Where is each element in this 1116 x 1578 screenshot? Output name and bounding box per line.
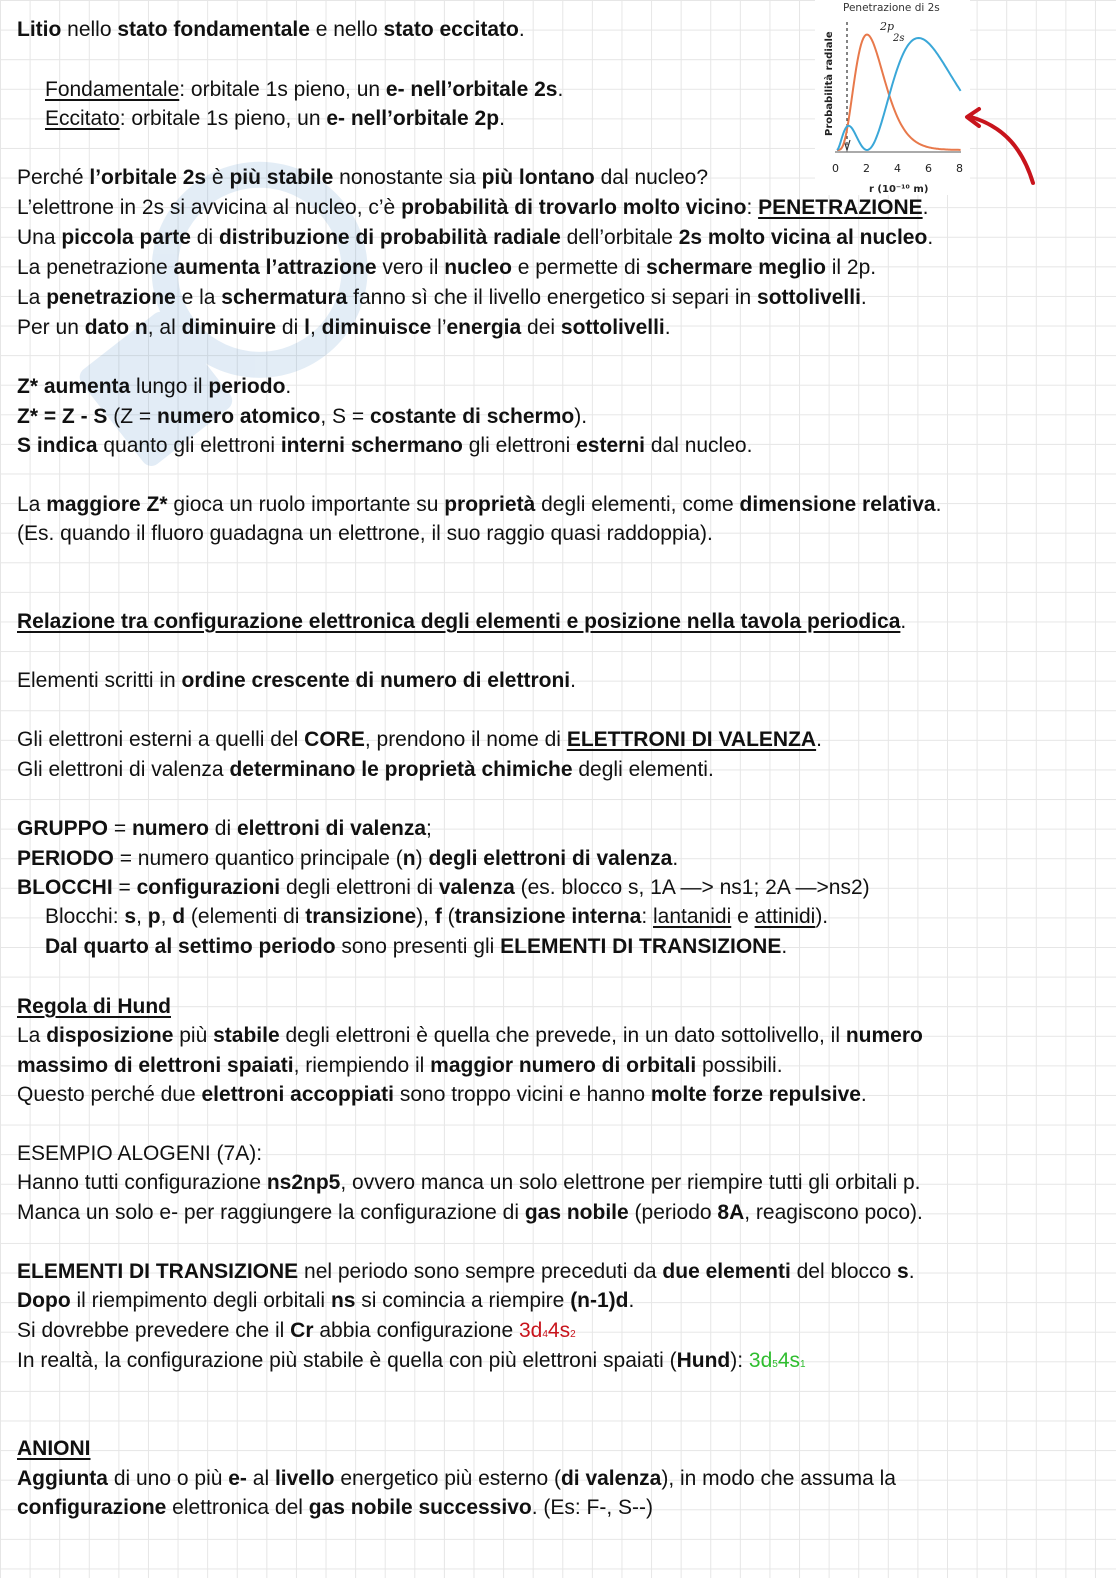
text-line: [17, 225, 933, 251]
text-run: transizione: [305, 905, 417, 928]
text-run: .: [860, 1083, 867, 1106]
text-run: : orbitale 1s pieno, un: [179, 78, 386, 101]
text-line: [17, 1348, 806, 1374]
text-run: elettroni di valenza: [236, 817, 427, 840]
text-line: [17, 668, 576, 694]
text-run: diminuisce: [321, 316, 432, 339]
text-run: distribuzione di probabilità radiale: [218, 226, 561, 249]
text-line: [17, 757, 714, 783]
text-run: attinidi: [754, 905, 816, 928]
text-run: nello: [61, 18, 118, 41]
text-line: [17, 1288, 634, 1314]
text-run: degli elementi.: [572, 758, 714, 781]
radial-probability-graph: [815, 0, 970, 195]
text-run: s: [897, 1260, 909, 1283]
text-line: [17, 521, 713, 547]
text-run: e nello: [309, 18, 384, 41]
text-run: .: [672, 847, 679, 870]
text-run: gas nobile: [524, 1201, 629, 1224]
text-line: [17, 255, 876, 281]
text-run: Elementi scritti in: [17, 669, 182, 692]
red-arrow-icon: [955, 105, 1045, 190]
text-run: 4s: [777, 1349, 801, 1372]
text-run: Blocchi:: [45, 905, 125, 928]
text-run: piccola parte: [61, 226, 191, 249]
text-run: nel periodo sono sempre preceduti da: [298, 1260, 663, 1283]
text-run: massimo di elettroni spaiati: [17, 1054, 294, 1077]
text-run: numero: [131, 817, 209, 840]
text-run: sottolivelli: [757, 286, 861, 309]
text-run: il 2p.: [825, 256, 877, 279]
text-run: energia: [446, 316, 522, 339]
text-line: [17, 195, 928, 221]
text-run: .: [900, 610, 907, 633]
text-run: La: [17, 286, 47, 309]
text-run: ns2np5: [266, 1171, 341, 1194]
text-line: [45, 77, 563, 103]
text-run: La: [17, 1024, 47, 1047]
text-run: ,: [309, 316, 322, 339]
text-run: esterni: [576, 434, 645, 457]
text-run: In realtà, la configurazione più stabile è quella con più elettroni spaiati (: [17, 1349, 677, 1372]
text-run: .: [922, 196, 929, 219]
text-run: e- nell’orbitale 2p: [326, 107, 500, 130]
text-run: degli elettroni di valenza: [428, 847, 673, 870]
text-run: Z* aumenta: [17, 375, 131, 398]
text-line: [17, 994, 171, 1020]
text-run: maggiore Z*: [46, 493, 168, 516]
text-run: (periodo: [628, 1201, 718, 1224]
text-run: probabilità di trovarlo molto vicino: [401, 196, 747, 219]
text-run: .: [557, 78, 564, 101]
text-run: sottolivelli: [560, 316, 665, 339]
text-run: e-: [228, 1467, 247, 1490]
text-run: di: [276, 316, 305, 339]
text-run: di: [190, 226, 219, 249]
text-run: Relazione tra configurazione elettronica degli elementi e posizione nella tavola periodica: [17, 610, 901, 633]
text-run: energetico più esterno (: [334, 1467, 561, 1490]
text-line: [17, 315, 671, 341]
text-run: Aggiunta: [17, 1467, 108, 1490]
text-run: Si dovrebbe prevedere che il: [17, 1319, 291, 1342]
text-run: .: [285, 375, 292, 398]
text-run: l: [304, 316, 310, 339]
text-line: [17, 492, 941, 518]
text-run: L’elettrone in 2s si avvicina al nucleo, c’è: [17, 196, 402, 219]
text-run: degli elettroni di: [280, 876, 439, 899]
text-run: (es. blocco s, 1A —> ns1; 2A —>ns2): [514, 876, 870, 899]
text-run: costante di schermo: [370, 405, 575, 428]
text-run: (n-1)d: [570, 1289, 629, 1312]
text-run: , al: [147, 316, 182, 339]
text-run: Dopo: [17, 1289, 71, 1312]
text-run: , ovvero manca un solo elettrone per riempire tutti gli orbitali p.: [340, 1171, 921, 1194]
text-run: nucleo: [444, 256, 512, 279]
text-run: Gli elettroni esterni a quelli del: [17, 728, 305, 751]
x-tick-label: 8: [956, 162, 963, 175]
text-run: possibili.: [696, 1054, 783, 1077]
text-run: numero: [845, 1024, 923, 1047]
text-run: ESEMPIO ALOGENI (7A):: [17, 1142, 263, 1165]
text-run: ,: [160, 905, 173, 928]
text-run: 2: [570, 1329, 576, 1340]
text-run: più: [173, 1024, 214, 1047]
graph-x-label: r (10⁻¹⁰ m): [869, 184, 929, 195]
text-run: ELEMENTI DI TRANSIZIONE: [17, 1260, 299, 1283]
text-run: periodo: [208, 375, 286, 398]
text-run: (Es. quando il fluoro guadagna un elettrone, il suo raggio quasi raddoppia).: [17, 522, 713, 545]
text-run: diminuire: [181, 316, 277, 339]
text-run: configurazioni: [136, 876, 281, 899]
text-run: e: [731, 905, 755, 928]
text-run: lantanidi: [653, 905, 732, 928]
text-run: CORE: [304, 728, 365, 751]
text-run: fanno sì che il livello energetico si separi in: [347, 286, 758, 309]
text-run: ):: [730, 1349, 749, 1372]
text-line: [17, 404, 587, 430]
text-run: .: [860, 286, 867, 309]
text-run: .: [908, 1260, 915, 1283]
text-run: degli elementi, come: [535, 493, 740, 516]
curve-label-2p: 2p: [880, 20, 895, 33]
text-run: n: [402, 847, 416, 870]
text-run: ).: [815, 905, 829, 928]
text-run: ordine crescente di numero di elettroni: [181, 669, 571, 692]
text-run: , S =: [320, 405, 370, 428]
text-run: ),: [416, 905, 435, 928]
text-run: f: [434, 905, 442, 928]
text-run: molte forze repulsive: [650, 1083, 861, 1106]
text-line: [17, 875, 870, 901]
text-run: schermatura: [221, 286, 348, 309]
text-line: [17, 1170, 920, 1196]
text-line: [17, 1200, 923, 1226]
text-run: due elementi: [662, 1260, 791, 1283]
x-tick-label: 4: [894, 162, 901, 175]
text-run: l’orbitale 2s: [89, 166, 207, 189]
text-run: Dal quarto al settimo periodo: [45, 935, 336, 958]
text-run: La: [17, 493, 47, 516]
text-run: dei: [521, 316, 561, 339]
text-run: più lontano: [481, 166, 595, 189]
graph-title: Penetrazione di 2s: [843, 2, 940, 14]
text-run: stabile: [213, 1024, 280, 1047]
text-run: . (Es: F-, S--): [531, 1496, 654, 1519]
text-run: configurazione: [17, 1496, 167, 1519]
text-run: ;: [426, 817, 432, 840]
text-run: ELEMENTI DI TRANSIZIONE: [500, 935, 782, 958]
text-run: .: [935, 493, 942, 516]
text-line: [17, 1436, 91, 1462]
text-run: disposizione: [46, 1024, 174, 1047]
text-run: di valenza: [560, 1467, 662, 1490]
text-run: , riempiendo il: [293, 1054, 431, 1077]
text-run: GRUPPO: [17, 817, 109, 840]
text-line: [17, 816, 432, 842]
text-line: [17, 1259, 915, 1285]
text-run: .: [628, 1289, 635, 1312]
text-line: [17, 1466, 896, 1492]
text-run: dal nucleo.: [645, 434, 753, 457]
text-line: [17, 17, 525, 43]
text-run: PENETRAZIONE: [758, 196, 923, 219]
text-run: .: [664, 316, 671, 339]
text-run: quanto gli elettroni: [97, 434, 281, 457]
text-run: , prendono il nome di: [364, 728, 567, 751]
text-run: :: [641, 905, 654, 928]
text-run: stato fondamentale: [117, 18, 310, 41]
text-run: : orbitale 1s pieno, un: [119, 107, 327, 130]
text-run: il riempimento degli orbitali: [70, 1289, 331, 1312]
text-run: è: [206, 166, 230, 189]
x-tick-label: 2: [863, 162, 870, 175]
text-run: Una: [17, 226, 62, 249]
text-run: al: [246, 1467, 275, 1490]
text-run: interni schermano: [280, 434, 463, 457]
text-run: PERIODO: [17, 847, 114, 870]
text-run: schermare meglio: [646, 256, 826, 279]
text-run: stato eccitato: [383, 18, 519, 41]
text-line: [17, 1141, 262, 1167]
text-run: l’: [431, 316, 447, 339]
text-run: valenza: [438, 876, 515, 899]
text-line: [17, 165, 708, 191]
text-line: [17, 433, 752, 459]
text-run: =: [108, 817, 132, 840]
text-line: [17, 846, 678, 872]
text-line: [17, 727, 822, 753]
text-run: più stabile: [229, 166, 334, 189]
text-run: numero atomico: [157, 405, 321, 428]
text-run: degli elettroni è quella che prevede, in un dato sottolivello, il: [279, 1024, 846, 1047]
text-run: ANIONI: [17, 1437, 91, 1460]
x-tick-label: 6: [925, 162, 932, 175]
text-run: e la: [175, 286, 222, 309]
text-run: vero il: [376, 256, 445, 279]
text-run: dimensione relativa: [739, 493, 936, 516]
text-run: (elementi di: [185, 905, 306, 928]
text-run: ).: [574, 405, 588, 428]
text-run: e permette di: [511, 256, 647, 279]
text-run: Gli elettroni di valenza: [17, 758, 230, 781]
text-run: Z* = Z - S: [17, 405, 108, 428]
text-run: ): [415, 847, 429, 870]
text-run: 3d: [748, 1349, 773, 1372]
text-run: gli elettroni: [462, 434, 577, 457]
text-run: e- nell’orbitale 2s: [385, 78, 558, 101]
text-run: Cr: [290, 1319, 314, 1342]
text-run: .: [927, 226, 934, 249]
text-run: dell’orbitale: [560, 226, 679, 249]
text-run: ns: [330, 1289, 356, 1312]
text-run: S indica: [17, 434, 98, 457]
text-run: ), in modo che assuma la: [661, 1467, 896, 1490]
text-run: (: [441, 905, 455, 928]
text-run: Eccitato: [45, 107, 120, 130]
text-run: 5: [772, 1359, 778, 1370]
text-run: .: [518, 18, 525, 41]
text-line: [17, 374, 291, 400]
text-line: [17, 609, 906, 635]
text-run: BLOCCHI: [17, 876, 113, 899]
text-run: 8A: [717, 1201, 745, 1224]
text-run: sono troppo vicini e hanno: [394, 1083, 651, 1106]
text-run: elettroni accoppiati: [201, 1083, 395, 1106]
text-run: Litio: [17, 18, 62, 41]
text-run: si comincia a riempire: [355, 1289, 571, 1312]
text-line: [17, 1082, 867, 1108]
text-run: 2s molto vicina al nucleo: [678, 226, 928, 249]
text-run: dato n: [84, 316, 148, 339]
text-run: , reagiscono poco).: [744, 1201, 923, 1224]
text-run: Fondamentale: [45, 78, 180, 101]
text-run: d: [172, 905, 186, 928]
text-line: [17, 1023, 923, 1049]
text-run: Hund: [676, 1349, 731, 1372]
text-run: maggior numero di orbitali: [430, 1054, 697, 1077]
text-run: proprietà: [444, 493, 536, 516]
text-run: nonostante sia: [333, 166, 482, 189]
text-run: Questo perché due: [17, 1083, 202, 1106]
x-tick-label: 0: [832, 162, 839, 175]
text-run: 4: [542, 1329, 548, 1340]
text-run: p: [147, 905, 161, 928]
text-run: 1: [800, 1359, 806, 1370]
text-run: elettronica del: [166, 1496, 309, 1519]
text-run: ,: [136, 905, 148, 928]
text-run: La penetrazione: [17, 256, 174, 279]
text-run: Per un: [17, 316, 85, 339]
text-run: determinano le proprietà chimiche: [229, 758, 573, 781]
text-run: sono presenti gli: [335, 935, 501, 958]
text-run: transizione interna: [454, 905, 642, 928]
text-run: .: [570, 669, 576, 692]
text-run: dal nucleo?: [594, 166, 709, 189]
text-run: abbia configurazione: [313, 1319, 519, 1342]
text-run: .: [499, 107, 505, 130]
text-run: di: [208, 817, 237, 840]
text-run: ELETTRONI DI VALENZA: [566, 728, 817, 751]
text-line: [45, 934, 787, 960]
text-run: Hanno tutti configurazione: [17, 1171, 267, 1194]
text-run: di uno o più: [107, 1467, 229, 1490]
text-run: lungo il: [130, 375, 209, 398]
curve-label-2s: 2s: [893, 33, 905, 44]
text-line: [17, 1495, 653, 1521]
text-run: .: [781, 935, 788, 958]
text-run: aumenta l’attrazione: [173, 256, 377, 279]
text-run: s: [124, 905, 137, 928]
text-run: 4s: [547, 1319, 571, 1342]
text-run: Regola di Hund: [17, 995, 171, 1018]
text-line: [17, 1053, 783, 1079]
text-run: =: [112, 876, 137, 899]
text-run: .: [816, 728, 822, 751]
text-run: gioca un ruolo importante su: [167, 493, 445, 516]
text-line: [45, 904, 828, 930]
text-line: [17, 1318, 576, 1344]
text-line: [45, 106, 505, 132]
text-run: = numero quantico principale (: [113, 847, 403, 870]
text-run: gas nobile successivo: [308, 1496, 532, 1519]
text-run: Manca un solo e- per raggiungere la configurazione di: [17, 1201, 525, 1224]
text-line: [17, 285, 867, 311]
text-run: 3d: [519, 1319, 543, 1342]
text-run: livello: [274, 1467, 335, 1490]
graph-y-label: Probabilità radiale: [824, 31, 835, 136]
text-run: penetrazione: [46, 286, 176, 309]
text-run: Perché: [17, 166, 90, 189]
text-run: (Z =: [107, 405, 158, 428]
text-run: :: [746, 196, 759, 219]
text-run: del blocco: [790, 1260, 898, 1283]
